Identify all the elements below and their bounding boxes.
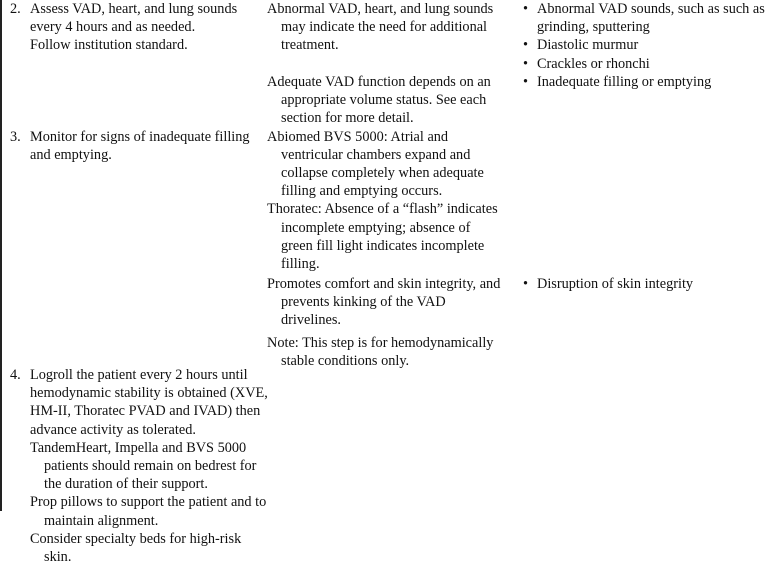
bullet-item: • Abnormal VAD sounds, such as such as grinding, sputtering <box>523 1 765 36</box>
bullet-icon: • <box>523 37 529 54</box>
rationale-text: Promotes comfort and skin integrity, and prevents kinking of the VAD drivelines. <box>267 276 501 329</box>
rationale-4-cell <box>267 275 502 370</box>
step-text: Assess VAD, heart, and lung sounds every 4 hours and as needed. <box>30 1 238 36</box>
rationale-text: Abiomed BVS 5000: Atrial and ventricular chambers expand and collapse completely when adequate filling and emptying occurs. <box>267 128 484 200</box>
procedure-row-2 <box>0 0 771 72</box>
rationale-text: Adequate VAD function depends on an appropriate volume status. See each section for more detail. <box>267 74 491 127</box>
bullet-item: • Disruption of skin integrity <box>523 276 694 292</box>
step-number: 3. <box>10 128 21 145</box>
left-border-rule <box>0 0 2 511</box>
step-text: Consider specialty beds for high-risk skin. <box>30 530 242 566</box>
step-number: 2. <box>10 1 21 17</box>
rationale-text: Abnormal VAD, heart, and lung sounds may indicate the need for additional treatment. <box>267 1 494 54</box>
step-text: Prop pillows to support the patient and to maintain alignment. <box>30 494 267 529</box>
rationale-3-cell <box>267 73 502 273</box>
rationale-text: Note: This step is for hemodynamically stable conditions only. <box>267 334 494 369</box>
step-text: Follow institution standard. <box>30 37 188 54</box>
step-text: Monitor for signs of inadequate filling and emptying. <box>30 128 250 163</box>
step-text: Logroll the patient every 2 hours until hemodynamic stability is obtained (XVE, HM-II, Thoratec PVAD and IVAD) then advance activity as tolerated. <box>30 367 268 438</box>
rationale-2-cell <box>267 0 502 55</box>
bullet-icon: • <box>523 1 529 17</box>
step-text: TandemHeart, Impella and BVS 5000 patients should remain on bedrest for the duration of their support. <box>30 439 257 493</box>
bullet-item: • Inadequate filling or emptying <box>523 74 712 90</box>
outcomes-2-cell <box>522 0 767 73</box>
bullet-icon: • <box>523 74 529 90</box>
outcomes-3-cell <box>522 73 767 91</box>
bullet-icon: • <box>523 55 529 72</box>
rationale-text: Thoratec: Absence of a “flash” indicates incomplete emptying; absence of green fill light indicates incomplete filling. <box>267 201 498 273</box>
bullet-icon: • <box>523 276 529 292</box>
step-3-cell <box>10 128 270 164</box>
bullet-item: • Crackles or rhonchi <box>523 55 650 72</box>
step-number: 4. <box>10 367 21 384</box>
step-2-cell <box>10 0 270 55</box>
step-4-cell <box>10 366 270 566</box>
bullet-item: • Diastolic murmur <box>523 37 639 54</box>
outcomes-4-cell <box>522 275 767 293</box>
